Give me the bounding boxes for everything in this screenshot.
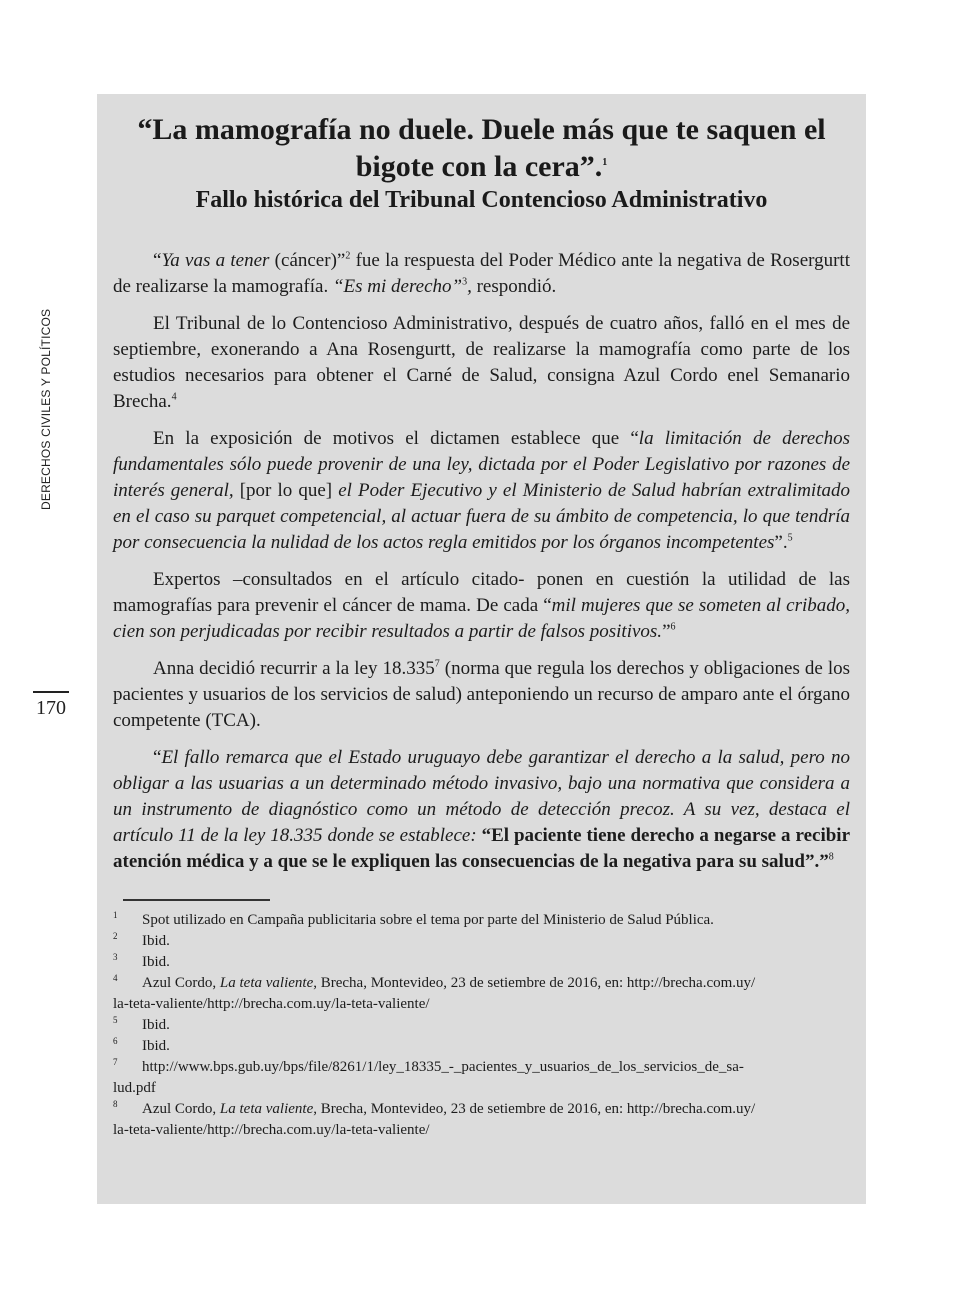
article-box — [97, 94, 866, 1204]
footnote-ref: 8 — [828, 851, 834, 863]
paragraph: En la exposición de motivos el dictamen establece que “la limitación de derechos fundamentales sólo puede provenir de una ley, dictada por el Poder Legislativo por razones de interés general, [por lo que] el Poder Ejecutivo y el Ministerio de Salud habrían extralimitado en el caso su parquet competencial, al actuar fuera de su ámbito de competencia, lo que tendría por consecuencia la nulidad de los actos regla emitidos por los órganos incompetentes”.$^5$ — [113, 428, 850, 553]
footnote: 5 Ibid. — [113, 1014, 170, 1033]
footnote: 2 Ibid. — [113, 930, 170, 949]
footnote-ref: 4 — [171, 391, 177, 403]
footnote-ref: 6 — [670, 621, 676, 633]
article-subtitle: Fallo histórica del Tribunal Contencioso Administrativo — [195, 187, 768, 213]
paragraph: Anna decidió recurrir a la ley 18.335$^7$ (norma que regula los derechos y obligaciones de los pacientes y usuarios de los servicios de salud) anteponiendo un recurso de amparo ante el órgano competente (TCA). — [113, 658, 851, 731]
footnote-continuation: la-teta-valiente/http://brecha.com.uy/la-teta-valiente/ — [113, 1121, 430, 1138]
paragraph: “El fallo remarca que el Estado uruguayo debe garantizar el derecho a la salud, pero no obligar a las usuarias a un determinado método invasivo, bajo una normativa que considera a un instrumento de diagnóstico como un método de detección precoz. A su vez, destaca el artículo 11 de la ley 18.335 donde se establece: “El paciente tiene derecho a negarse a recibir atención médica y a que se le expliquen las consecuencias de la negativa para su salud”.”$^8$ — [113, 747, 850, 872]
footnotes — [113, 910, 850, 1141]
footnote-continuation: la-teta-valiente/http://brecha.com.uy/la-teta-valiente/ — [113, 995, 430, 1012]
paragraph: Expertos –consultados en el artículo citado- ponen en cuestión la utilidad de las mamografías para prevenir el cáncer de mama. De cada “mil mujeres que se someten al cribado, cien son perjudicadas por recibir resultados a partir de falsos positivos.”$^6$ — [113, 569, 850, 642]
footnote: 8 Azul Cordo, La teta valiente, Brecha, Montevideo, 23 de setiembre de 2016, en: http://brecha.com.uy/ — [113, 1098, 756, 1117]
footnote: 3 Ibid. — [113, 951, 170, 970]
footnote: 4 Azul Cordo, La teta valiente, Brecha, Montevideo, 23 de setiembre de 2016, en: http://brecha.com.uy/ — [113, 972, 756, 991]
article-title: “La mamografía no duele. Duele más que te saquen el bigote con la cera”.$^1$ — [137, 113, 826, 183]
article-body — [113, 248, 850, 875]
footnote-ref: 7 — [434, 658, 440, 670]
article-content — [113, 111, 850, 1141]
footnote-continuation: lud.pdf — [113, 1079, 156, 1096]
paragraph: “Ya vas a tener (cáncer)”$^2$ fue la respuesta del Poder Médico ante la negativa de Rosergurtt de realizarse la mamografía. “Es mi derecho”$^3$, respondió. — [113, 250, 850, 297]
running-section-title: DERECHOS CIVILES Y POLÍTICOS — [39, 308, 53, 510]
footnote-ref: 1 — [602, 157, 608, 168]
footnote-ref: 2 — [345, 250, 351, 262]
footnote-separator — [123, 899, 270, 901]
footnote-ref: 5 — [787, 532, 793, 544]
footnote: 1 Spot utilizado en Campaña publicitaria sobre el tema por parte del Ministerio de Salud Pública. — [113, 909, 714, 928]
page-number: 170 — [36, 697, 66, 719]
footnote-ref: 3 — [462, 276, 468, 288]
footnote: 6 Ibid. — [113, 1035, 170, 1054]
footnote: 7 http://www.bps.gub.uy/bps/file/8261/1/ley_18335_-_pacientes_y_usuarios_de_los_servicios_de_sa- — [113, 1056, 744, 1075]
paragraph: El Tribunal de lo Contencioso Administrativo, después de cuatro años, falló en el mes de septiembre, exonerando a Ana Rosengurtt, de realizarse la mamografía como parte de los estudios necesarios para obtener el Carné de Salud, consigna Azul Cordo enel Semanario Brecha.$^4$ — [113, 313, 850, 412]
page-number-rule — [33, 691, 69, 693]
